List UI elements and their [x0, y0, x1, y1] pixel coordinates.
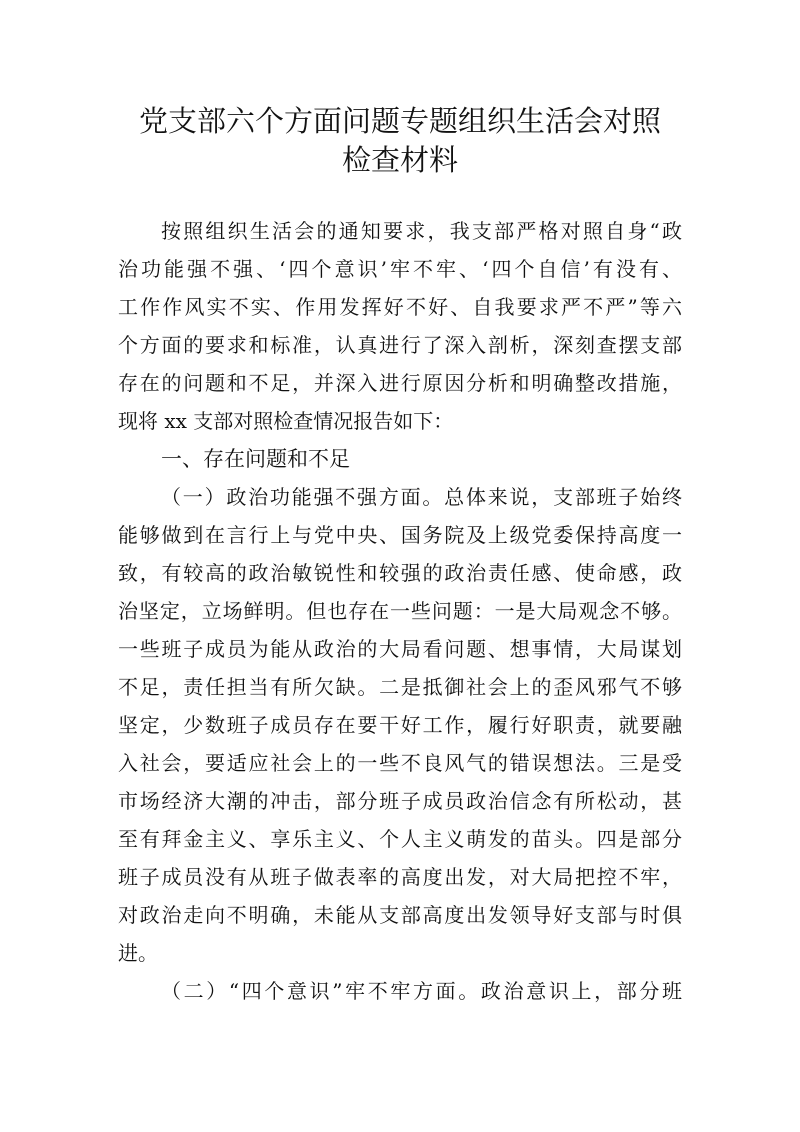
paragraph-line: 坚定，少数班子成员存在要干好工作，履行好职责，就要融	[118, 713, 682, 737]
document-title-line-1: 党支部六个方面问题专题组织生活会对照	[138, 104, 661, 138]
intro-line: 工作作风实不实、作用发挥好不好、自我要求严不严”等六	[118, 295, 682, 319]
paragraph-line: 一些班子成员为能从政治的大局看问题、想事情，大局谋划	[118, 637, 682, 661]
intro-line: 按照组织生活会的通知要求，我支部严格对照自身“政	[161, 219, 682, 243]
paragraph-line: 治坚定，立场鲜明。但也存在一些问题：一是大局观念不够。	[118, 599, 682, 623]
paragraph-line: 入社会，要适应社会上的一些不良风气的错误想法。三是受	[118, 751, 682, 775]
intro-line: 个方面的要求和标准，认真进行了深入剖析，深刻查摆支部	[118, 333, 682, 357]
paragraph-line: 致，有较高的政治敏锐性和较强的政治责任感、使命感，政	[118, 561, 682, 585]
paragraph-line: 能够做到在言行上与党中央、国务院及上级党委保持高度一	[118, 523, 682, 547]
intro-line: 治功能强不强、‘四个意识’牢不牢、‘四个自信’有没有、	[118, 257, 682, 281]
paragraph-line: 班子成员没有从班子做表率的高度出发，对大局把控不牢，	[118, 865, 682, 889]
paragraph-line: 至有拜金主义、享乐主义、个人主义萌发的苗头。四是部分	[118, 827, 682, 851]
intro-line: 存在的问题和不足，并深入进行原因分析和明确整改措施，	[118, 371, 682, 395]
paragraph-line: 不足，责任担当有所欠缺。二是抵御社会上的歪风邪气不够	[118, 675, 682, 699]
intro-line: 现将 xx 支部对照检查情况报告如下：	[118, 409, 454, 433]
paragraph-line: 对政治走向不明确，未能从支部高度出发领导好支部与时俱	[118, 903, 682, 927]
document-title-line-2: 检查材料	[341, 143, 458, 177]
section-heading: 一、存在问题和不足	[161, 447, 350, 471]
paragraph-line: （二）“四个意识”牢不牢方面。政治意识上，部分班	[161, 979, 682, 1003]
paragraph-line: （一）政治功能强不强方面。总体来说，支部班子始终	[161, 485, 682, 509]
paragraph-line: 市场经济大潮的冲击，部分班子成员政治信念有所松动，甚	[118, 789, 682, 813]
paragraph-line: 进。	[118, 941, 158, 965]
